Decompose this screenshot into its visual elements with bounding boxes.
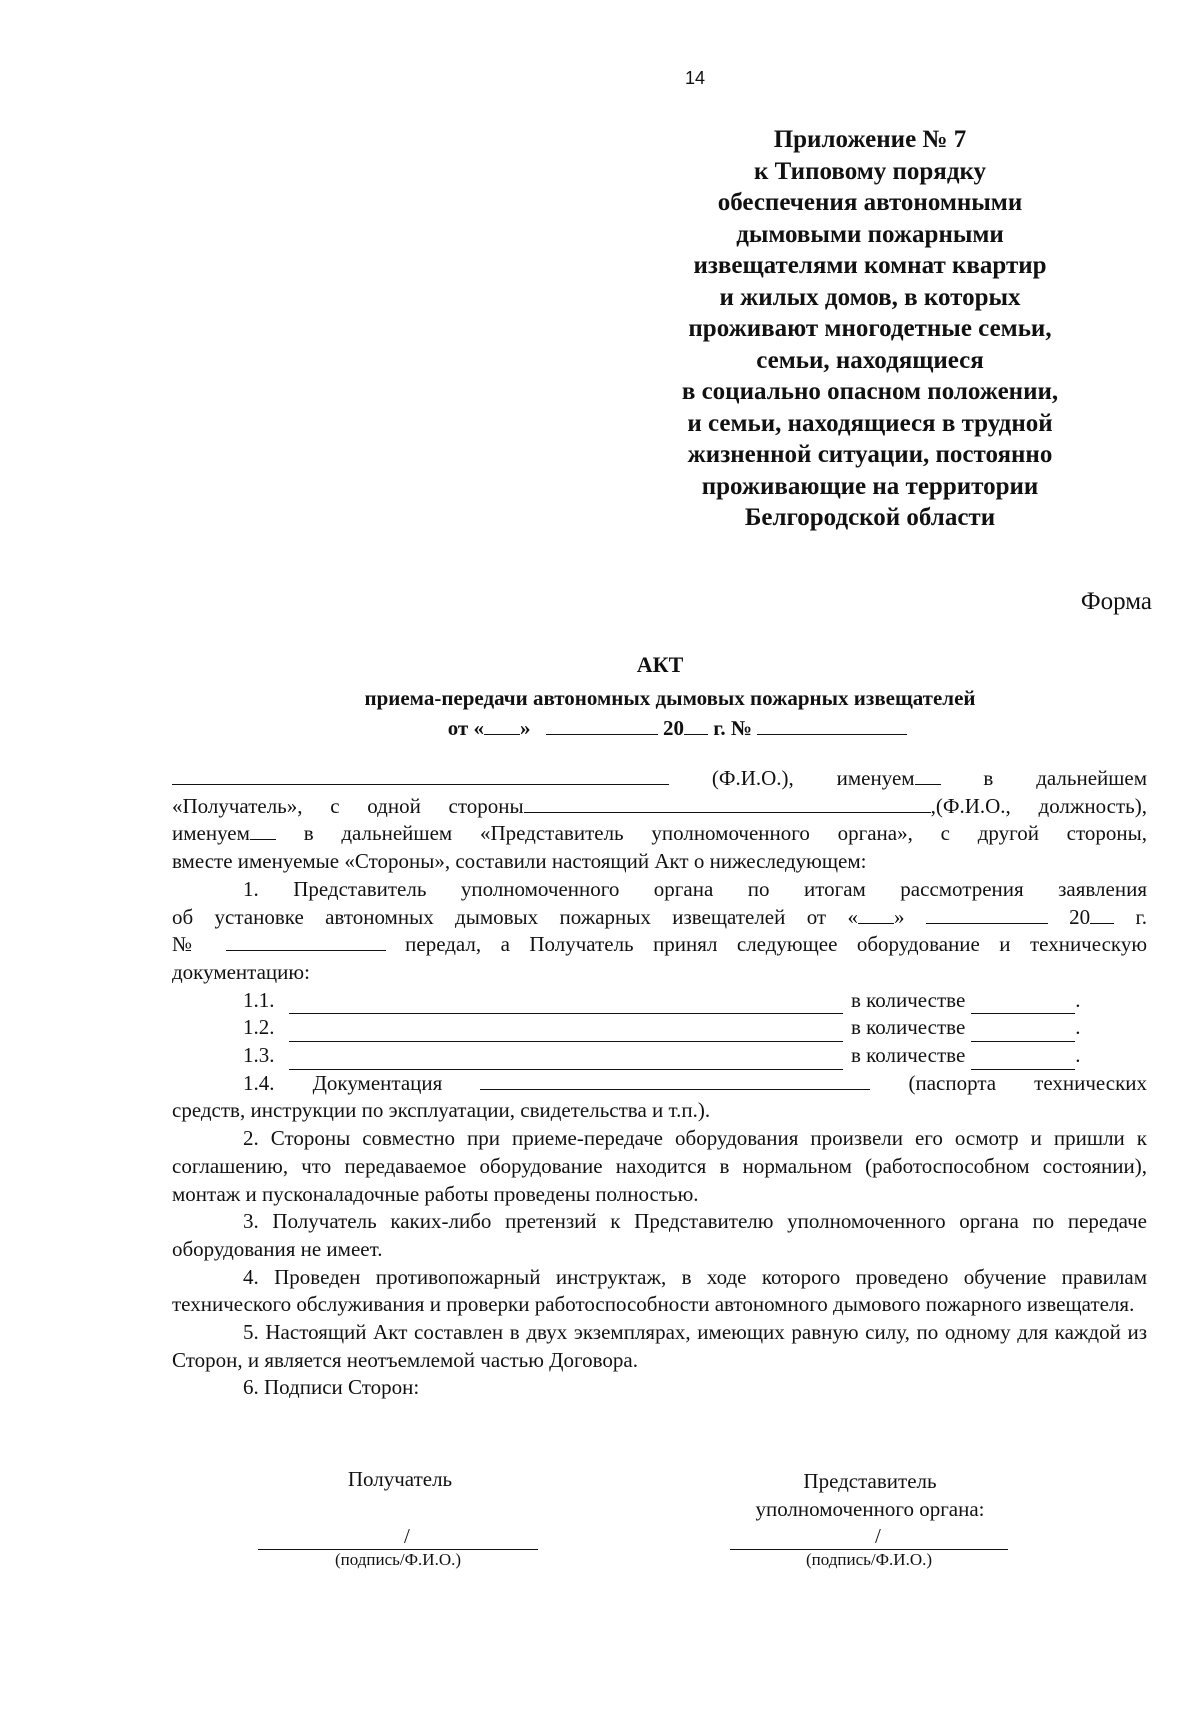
p1-line-3: № передал, а Получатель принял следующее оборудование и техническую <box>172 932 1148 957</box>
equipment-item: 1.2. в количестве . <box>172 1014 1147 1042</box>
page-number: 14 <box>684 68 706 88</box>
doc-item-line: 1.4. Документация (паспорта технических <box>243 1070 1148 1095</box>
representative-blank[interactable] <box>524 794 931 813</box>
equipment-item: 1.1. в количестве . <box>172 987 1147 1015</box>
representative-signature-title: Представитель уполномоченного органа: <box>755 1469 985 1521</box>
day-blank[interactable] <box>484 716 520 735</box>
recipient-signature-caption: (подпись/Ф.И.О.) <box>334 1550 462 1569</box>
appendix-line: дымовыми пожарными <box>736 220 1004 248</box>
quantity-blank[interactable] <box>971 995 1075 1014</box>
appendix-line: и жилых домов, в которых <box>719 283 1021 311</box>
doc-item-cont: средств, инструкции по эксплуатации, свидетельства и т.п.). <box>172 1098 711 1123</box>
intro-line-1: (Ф.И.О.), именуем в дальнейшем <box>172 765 1147 793</box>
equipment-name-blank[interactable] <box>289 1023 843 1042</box>
equipment-name-blank[interactable] <box>289 995 843 1014</box>
month-blank[interactable] <box>926 905 1048 924</box>
appendix-line: обеспечения автономными <box>717 189 1023 216</box>
p1-line-2: об установке автономных дымовых пожарных извещателей от « » 20 г. <box>172 904 1148 929</box>
fio-blank[interactable] <box>172 766 669 785</box>
month-blank[interactable] <box>546 716 658 735</box>
act-number-blank[interactable] <box>757 716 907 735</box>
appendix-line: извещателями комнат квартир <box>693 252 1047 279</box>
year-blank[interactable] <box>1090 905 1114 924</box>
appendix-line: семьи, находящиеся <box>756 346 984 374</box>
appendix-header <box>680 124 1060 534</box>
paragraph-5: 5. Настоящий Акт составлен в двух экземплярах, имеющих равную силу, по одному для каждой из Сторон, и является неотъемлемой частью Договора. <box>172 1320 1147 1372</box>
intro-line-2: «Получатель», с одной стороны ,(Ф.И.О., должность), <box>172 793 1147 818</box>
intro-line-3: именуем в дальнейшем «Представитель уполномоченного органа», с другой стороны, <box>172 821 1148 846</box>
recipient-signature-title: Получатель <box>347 1467 453 1491</box>
ending-blank[interactable] <box>915 766 941 785</box>
p1-line-4: документацию: <box>172 959 310 984</box>
quantity-blank[interactable] <box>971 1051 1075 1070</box>
representative-signature-caption: (подпись/Ф.И.О.) <box>805 1550 933 1569</box>
recipient-signature-block <box>258 1523 538 1570</box>
representative-signature-line[interactable]: / <box>730 1523 1008 1550</box>
recipient-signature-line[interactable]: / <box>258 1523 538 1550</box>
act-date-line: от « » 20 г. № <box>0 713 1200 743</box>
p1-line-1: 1. Представитель уполномоченного органа по итогам рассмотрения заявления <box>243 876 1147 901</box>
ending-blank[interactable] <box>250 821 276 840</box>
intro-line-4: вместе именуемые «Стороны», составили настоящий Акт о нижеследующем: <box>172 849 867 874</box>
equipment-name-blank[interactable] <box>289 1051 843 1070</box>
act-title: АКТ <box>636 652 684 677</box>
paragraph-2: 2. Стороны совместно при приеме-передаче оборудования произвели его осмотр и пришли к соглашению, что передаваемое оборудование находится в нормальном (работоспособном состоянии), монтаж и пусконаладочные работы проведены полностью. <box>172 1126 1147 1206</box>
representative-signature-block <box>730 1523 1008 1570</box>
documentation-blank[interactable] <box>480 1071 870 1090</box>
appendix-line: проживающие на территории <box>701 472 1039 500</box>
appendix-line: и семьи, находящиеся в трудной <box>687 409 1053 437</box>
act-body <box>172 765 1147 1402</box>
appendix-line: жизненной ситуации, постоянно <box>687 441 1053 468</box>
application-number-blank[interactable] <box>226 932 386 951</box>
act-subtitle: приема-передачи автономных дымовых пожарных извещателей <box>364 686 976 710</box>
appendix-line: Белгородской области <box>744 504 996 531</box>
appendix-line: проживают многодетные семьи, <box>688 315 1052 342</box>
paragraph-3: 3. Получатель каких-либо претензий к Представителю уполномоченного органа по передаче оборудования не имеет. <box>172 1209 1147 1261</box>
paragraph-6: 6. Подписи Сторон: <box>243 1375 420 1400</box>
appendix-line: к Типовому порядку <box>753 157 987 185</box>
quantity-blank[interactable] <box>971 1023 1075 1042</box>
equipment-item: 1.3. в количестве . <box>172 1042 1147 1070</box>
day-blank[interactable] <box>858 905 894 924</box>
appendix-line: в социально опасном положении, <box>681 378 1059 405</box>
form-label: Форма <box>1080 588 1152 615</box>
year-blank[interactable] <box>684 716 708 735</box>
paragraph-4: 4. Проведен противопожарный инструктаж, в ходе которого проведено обучение правилам технического обслуживания и проверки работоспособности автономного дымового пожарного извещателя. <box>172 1264 1147 1317</box>
appendix-line: Приложение № 7 <box>773 126 967 153</box>
